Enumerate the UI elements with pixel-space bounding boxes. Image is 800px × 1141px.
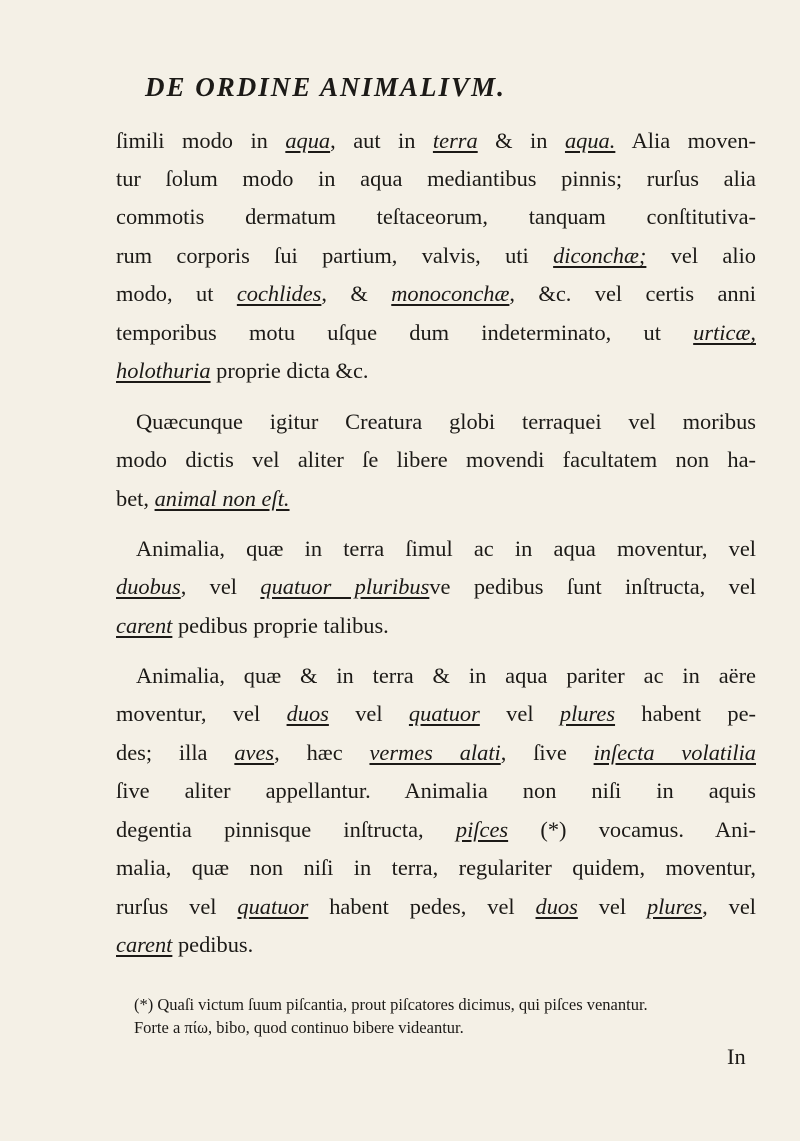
body-line	[136, 536, 756, 572]
text-run: pedibus.	[172, 932, 254, 957]
italic-term: inſecta volatilia	[593, 740, 756, 765]
body-line	[116, 574, 756, 610]
text-run: degentia pinnisque inſtructa,	[116, 817, 456, 842]
italic-term: urticæ,	[693, 320, 756, 345]
italic-term: plures	[646, 894, 703, 919]
text-run: ſimili modo in	[116, 128, 286, 153]
text-run: ve pedibus ſunt inſtructa, vel	[429, 574, 756, 599]
body-line	[116, 855, 756, 891]
body-line	[136, 663, 756, 699]
text-run: Quæcunque igitur Creatura globi terraquei vel moribus	[136, 409, 756, 434]
text-run: Forte a πίω, bibo, quod continuo bibere videantur.	[134, 1018, 464, 1037]
text-run: vel	[479, 701, 560, 726]
italic-term: animal non eſt.	[154, 486, 290, 511]
text-run: habent pedes, vel	[308, 894, 536, 919]
body-line	[116, 894, 756, 930]
body-line	[116, 166, 756, 202]
text-run: malia, quæ non niſi in terra, regulariter quidem, moventur,	[116, 855, 756, 880]
text-run: , aut in	[330, 128, 433, 153]
body-line	[116, 486, 290, 522]
text-run: , hæc	[274, 740, 370, 765]
body-line	[116, 817, 756, 853]
text-run: proprie dicta &c.	[210, 358, 369, 383]
text-run: & in	[477, 128, 565, 153]
text-run: moventur, vel	[116, 701, 287, 726]
running-header: DE ORDINE ANIMALIVM.	[145, 72, 506, 102]
body-line	[116, 447, 756, 483]
italic-term: carent	[116, 613, 173, 638]
text-run: (*) vocamus. Ani-	[508, 817, 756, 842]
text-run: Animalia, quæ & in terra & in aqua pariter ac in aëre	[136, 663, 756, 688]
italic-term: duos	[286, 701, 329, 726]
text-run: vel	[328, 701, 409, 726]
body-line	[116, 740, 756, 776]
italic-term: vermes alati	[369, 740, 501, 765]
italic-term: quatuor	[237, 894, 309, 919]
text-run: bet,	[116, 486, 155, 511]
text-run: habent pe-	[615, 701, 756, 726]
text-run: , vel	[702, 894, 756, 919]
italic-term: quatuor	[408, 701, 480, 726]
italic-term: aves	[234, 740, 275, 765]
body-line	[116, 281, 756, 317]
catchword: In	[727, 1044, 746, 1069]
text-run: , vel	[180, 574, 261, 599]
text-run: ſive aliter appellantur. Animalia non niſi in aquis	[116, 778, 756, 803]
text-run: des; illa	[116, 740, 235, 765]
body-line	[136, 409, 756, 445]
text-run: tur ſolum modo in aqua mediantibus pinnis; rurſus alia	[116, 166, 756, 191]
body-line	[116, 932, 253, 968]
text-run: rum corporis ſui partium, valvis, uti	[116, 243, 554, 268]
text-run: vel alio	[646, 243, 757, 268]
body-line	[116, 204, 756, 240]
text-run: modo dictis vel aliter ſe libere movendi facultatem non ha-	[116, 447, 756, 472]
body-line	[116, 778, 756, 814]
italic-term: monoconchæ	[391, 281, 510, 306]
text-run: pedibus proprie talibus.	[172, 613, 389, 638]
footnote-line	[134, 1018, 464, 1042]
text-run: vel	[577, 894, 647, 919]
italic-term: terra	[432, 128, 478, 153]
text-run: temporibus motu uſque dum indeterminato, ut	[116, 320, 694, 345]
text-run: commotis dermatum teſtaceorum, tanquam conſtitutiva-	[116, 204, 756, 229]
body-line	[116, 243, 756, 279]
text-run: rurſus vel	[116, 894, 238, 919]
italic-term: duos	[535, 894, 578, 919]
italic-term: plures	[559, 701, 616, 726]
italic-term: diconchæ;	[553, 243, 647, 268]
italic-term: piſces	[455, 817, 509, 842]
italic-term: holothuria	[116, 358, 211, 383]
italic-term: aqua	[285, 128, 331, 153]
italic-term: carent	[116, 932, 173, 957]
text-run: modo, ut	[116, 281, 237, 306]
body-line	[116, 358, 368, 394]
text-run: , &c. vel certis anni	[509, 281, 756, 306]
text-run: Alia moven-	[615, 128, 756, 153]
italic-term: quatuor pluribus	[260, 574, 430, 599]
body-line	[116, 701, 756, 737]
text-run: , &	[321, 281, 392, 306]
body-line	[116, 320, 756, 356]
text-run: Animalia, quæ in terra ſimul ac in aqua moventur, vel	[136, 536, 756, 561]
body-line	[116, 128, 756, 164]
body-line	[116, 613, 389, 649]
italic-term: cochlides	[236, 281, 322, 306]
italic-term: duobus	[116, 574, 181, 599]
text-run: (*) Quaſi victum ſuum piſcantia, prout piſcatores dicimus, qui piſces venantur.	[134, 995, 648, 1014]
text-run: , ſive	[500, 740, 594, 765]
italic-term: aqua.	[564, 128, 616, 153]
footnote-line	[134, 995, 648, 1019]
